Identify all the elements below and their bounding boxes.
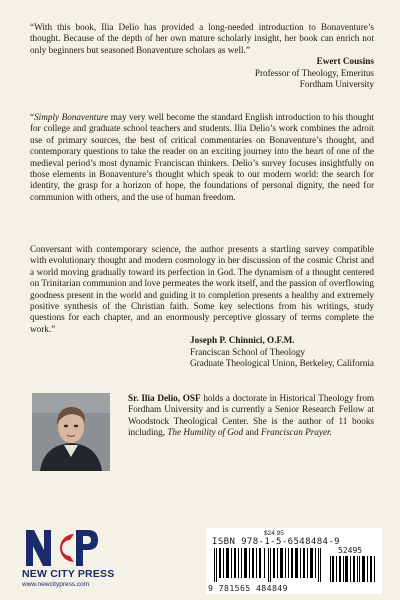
ncp-logo-icon bbox=[22, 522, 102, 568]
endorsement-text: “Simply Bonaventure may very well become the standard English introduction to his thought for college and graduate school teachers and students. Ilia Delio’s work combines the adroit use of primary sources, the best of critical commentaries on Bonaventure’s thought, and contemporary questions to take the reader on an exciting journey into the heart of one of the medieval period’s most dynamic Franciscan thinkers. Delio’s survey focuses insightfully on those elements in Bonaventure’s thought which speak to our modern world: the search for identity, the grasp for a horizon of hope, the foundations of personal dignity, the need for communion with others, and the use of human freedom. bbox=[30, 112, 374, 202]
author-photo bbox=[32, 393, 110, 471]
addon-barcode-icon bbox=[330, 556, 376, 582]
publisher-logo bbox=[22, 522, 132, 592]
endorsement-chinnici-continued bbox=[30, 244, 374, 369]
endorser-institution-1: Franciscan School of Theology bbox=[190, 346, 305, 357]
endorsement-chinnici bbox=[30, 112, 374, 203]
book-title-2: Franciscan Prayer. bbox=[260, 427, 332, 438]
endorser-name: Ewert Cousins bbox=[316, 56, 374, 67]
book-title-1: The Humility of God bbox=[167, 427, 244, 438]
endorsement-text: “With this book, Ilia Delio has provided a long-needed introduction to Bonaventure’s thought. Because of the depth of her own mature scholarly insight, her book can enrich not only beginners but seasoned Bonaventure scholars as well.” bbox=[30, 22, 374, 55]
publisher-url: www.newcitypress.com bbox=[22, 581, 90, 588]
addon-number: 52495 bbox=[338, 546, 363, 555]
publisher-name: NEW CITY PRESS bbox=[22, 568, 115, 580]
book-title: Simply Bonaventure bbox=[34, 112, 109, 122]
ean-number: 9 781565 484849 bbox=[208, 583, 288, 593]
ean-barcode-icon bbox=[214, 548, 326, 582]
endorsement-attribution bbox=[30, 335, 374, 369]
endorsement-attribution bbox=[30, 56, 374, 90]
endorser-title: Professor of Theology, Emeritus bbox=[254, 67, 374, 78]
endorser-name: Joseph P. Chinnici, O.F.M. bbox=[190, 335, 295, 346]
endorser-institution: Fordham University bbox=[299, 79, 374, 90]
attribution-block bbox=[190, 335, 374, 369]
price-label: $24.95 bbox=[264, 530, 284, 537]
barcode-area bbox=[206, 528, 382, 594]
author-bio: Sr. Ilia Delio, OSF holds a doctorate in Historical Theology from Fordham University and is currently a Senior Research Fellow at Woodstock Theological Center. She is the author of 11 books including, The Humility of God and Franciscan Prayer. bbox=[128, 393, 374, 438]
author-section bbox=[32, 393, 374, 473]
isbn-text: ISBN 978-1-5-6548484-9 bbox=[212, 537, 341, 547]
endorsement-cousins bbox=[30, 22, 374, 90]
endorsement-text-paragraph-2: Conversant with contemporary science, the author presents a startling survey compatible with evolutionary thought and modern cosmology in her discussion of the cosmic Christ and a world moving gradually toward its perfection in God. The dynamism of a thought centered on Trinitarian communion and love permeates the work itself, and the passion of overflowing goodness present in the world and guiding it to completion presents a healthy and extremely positive synthesis of the Christian faith. Some key selections from his writings, study questions for each chapter, and an enormously perceptive glossary of terms complete the work.” bbox=[30, 244, 374, 334]
author-name: Sr. Ilia Delio, OSF bbox=[128, 393, 201, 403]
endorser-institution-2: Graduate Theological Union, Berkeley, California bbox=[190, 358, 374, 369]
